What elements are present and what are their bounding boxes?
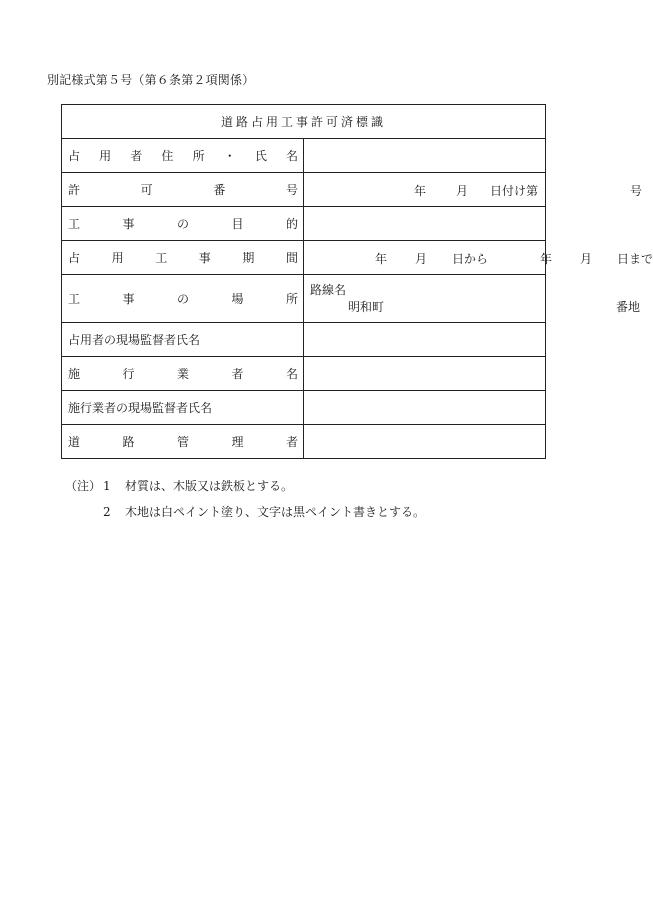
note-number: 1 [103, 479, 111, 493]
label-char: 事 [198, 251, 211, 265]
label-char: ・ [223, 149, 236, 163]
label-char: 占 [68, 251, 81, 265]
occupant-supervisor-label [62, 323, 304, 357]
note-text: 木地は白ペイント塗り、文字は黒ペイント書きとする。 [125, 505, 426, 519]
permit-year-unit: 年 [414, 184, 427, 198]
label-char: 期 [242, 251, 255, 265]
route-name-label: 路線名 [310, 283, 347, 297]
label-char: 事 [122, 292, 135, 306]
occupant-supervisor-label-text: 占用者の現場監督者氏名 [68, 332, 201, 347]
lot-number-suffix: 番地 [616, 300, 641, 314]
work-period-value [304, 241, 653, 275]
work-location-label [62, 275, 304, 323]
label-char: 的 [285, 217, 298, 231]
contractor-supervisor-label-text: 施行業者の現場監督者氏名 [68, 400, 213, 415]
contractor-name-label [62, 357, 304, 391]
label-char: 許 [68, 183, 81, 197]
label-char: 工 [68, 292, 81, 306]
work-location-value [304, 275, 641, 323]
label-char: 理 [231, 435, 244, 449]
label-char: 者 [285, 435, 298, 449]
label-char: 用 [99, 149, 112, 163]
label-char: 住 [161, 149, 174, 163]
row-occupant-supervisor [62, 323, 546, 357]
contractor-supervisor-label [62, 391, 304, 425]
contractor-name-value [304, 357, 546, 391]
permit-month-unit: 月 [456, 184, 469, 198]
label-char: 番 [213, 183, 226, 197]
table-title: 道路占用工事許可済標識 [62, 105, 546, 139]
end-month-unit: 月 [580, 252, 593, 266]
work-purpose-value [304, 207, 546, 241]
note-number: 2 [103, 505, 111, 519]
row-contractor-name [62, 357, 546, 391]
label-char: 事 [122, 217, 135, 231]
label-char: 氏 [254, 149, 267, 163]
occupant-address-name-value [304, 139, 546, 173]
label-char: 施 [68, 367, 81, 381]
row-work-purpose [62, 207, 546, 241]
road-administrator-value [304, 425, 546, 459]
row-permit-number [62, 173, 546, 207]
start-month-unit: 月 [415, 252, 428, 266]
end-year-unit: 年 [540, 252, 553, 266]
town-name: 明和町 [348, 300, 385, 314]
start-year-unit: 年 [375, 252, 388, 266]
permit-number-value [304, 173, 643, 207]
label-char: 業 [176, 367, 189, 381]
label-char: 目 [231, 217, 244, 231]
table-title-row [62, 105, 546, 139]
row-work-location [62, 275, 546, 323]
label-char: 用 [111, 251, 124, 265]
contractor-supervisor-value [304, 391, 546, 425]
permit-day-suffix: 日付け第 [490, 184, 539, 198]
label-char: 場 [231, 292, 244, 306]
label-char: 名 [285, 149, 298, 163]
label-char: の [176, 217, 189, 231]
notes-prefix: （注） [65, 479, 102, 493]
work-period-label [62, 241, 304, 275]
label-char: 間 [285, 251, 298, 265]
start-day-suffix: 日から [452, 252, 489, 266]
work-purpose-label [62, 207, 304, 241]
note-text: 材質は、木版又は鉄板とする。 [125, 479, 294, 493]
road-administrator-label [62, 425, 304, 459]
permit-number-suffix: 号 [630, 184, 643, 198]
label-char: 者 [130, 149, 143, 163]
label-char: 工 [155, 251, 168, 265]
form-heading: 別記様式第５号（第６条第２項関係） [47, 73, 255, 87]
label-char: 号 [285, 183, 298, 197]
permit-number-label [62, 173, 304, 207]
label-char: 名 [285, 367, 298, 381]
row-occupant-address-name [62, 139, 546, 173]
label-char: 管 [176, 435, 189, 449]
row-road-administrator [62, 425, 546, 459]
label-char: 所 [285, 292, 298, 306]
occupant-supervisor-value [304, 323, 546, 357]
label-char: 工 [68, 217, 81, 231]
row-contractor-supervisor [62, 391, 546, 425]
end-day-suffix: 日まで [617, 252, 653, 266]
label-char: 路 [122, 435, 135, 449]
occupant-address-name-label [62, 139, 304, 173]
label-char: 者 [231, 367, 244, 381]
label-char: 占 [68, 149, 81, 163]
label-char: 行 [122, 367, 135, 381]
row-work-period [62, 241, 546, 275]
permit-sign-table [61, 104, 653, 459]
label-char: 可 [140, 183, 153, 197]
label-char: 道 [68, 435, 81, 449]
label-char: の [176, 292, 189, 306]
label-char: 所 [192, 149, 205, 163]
